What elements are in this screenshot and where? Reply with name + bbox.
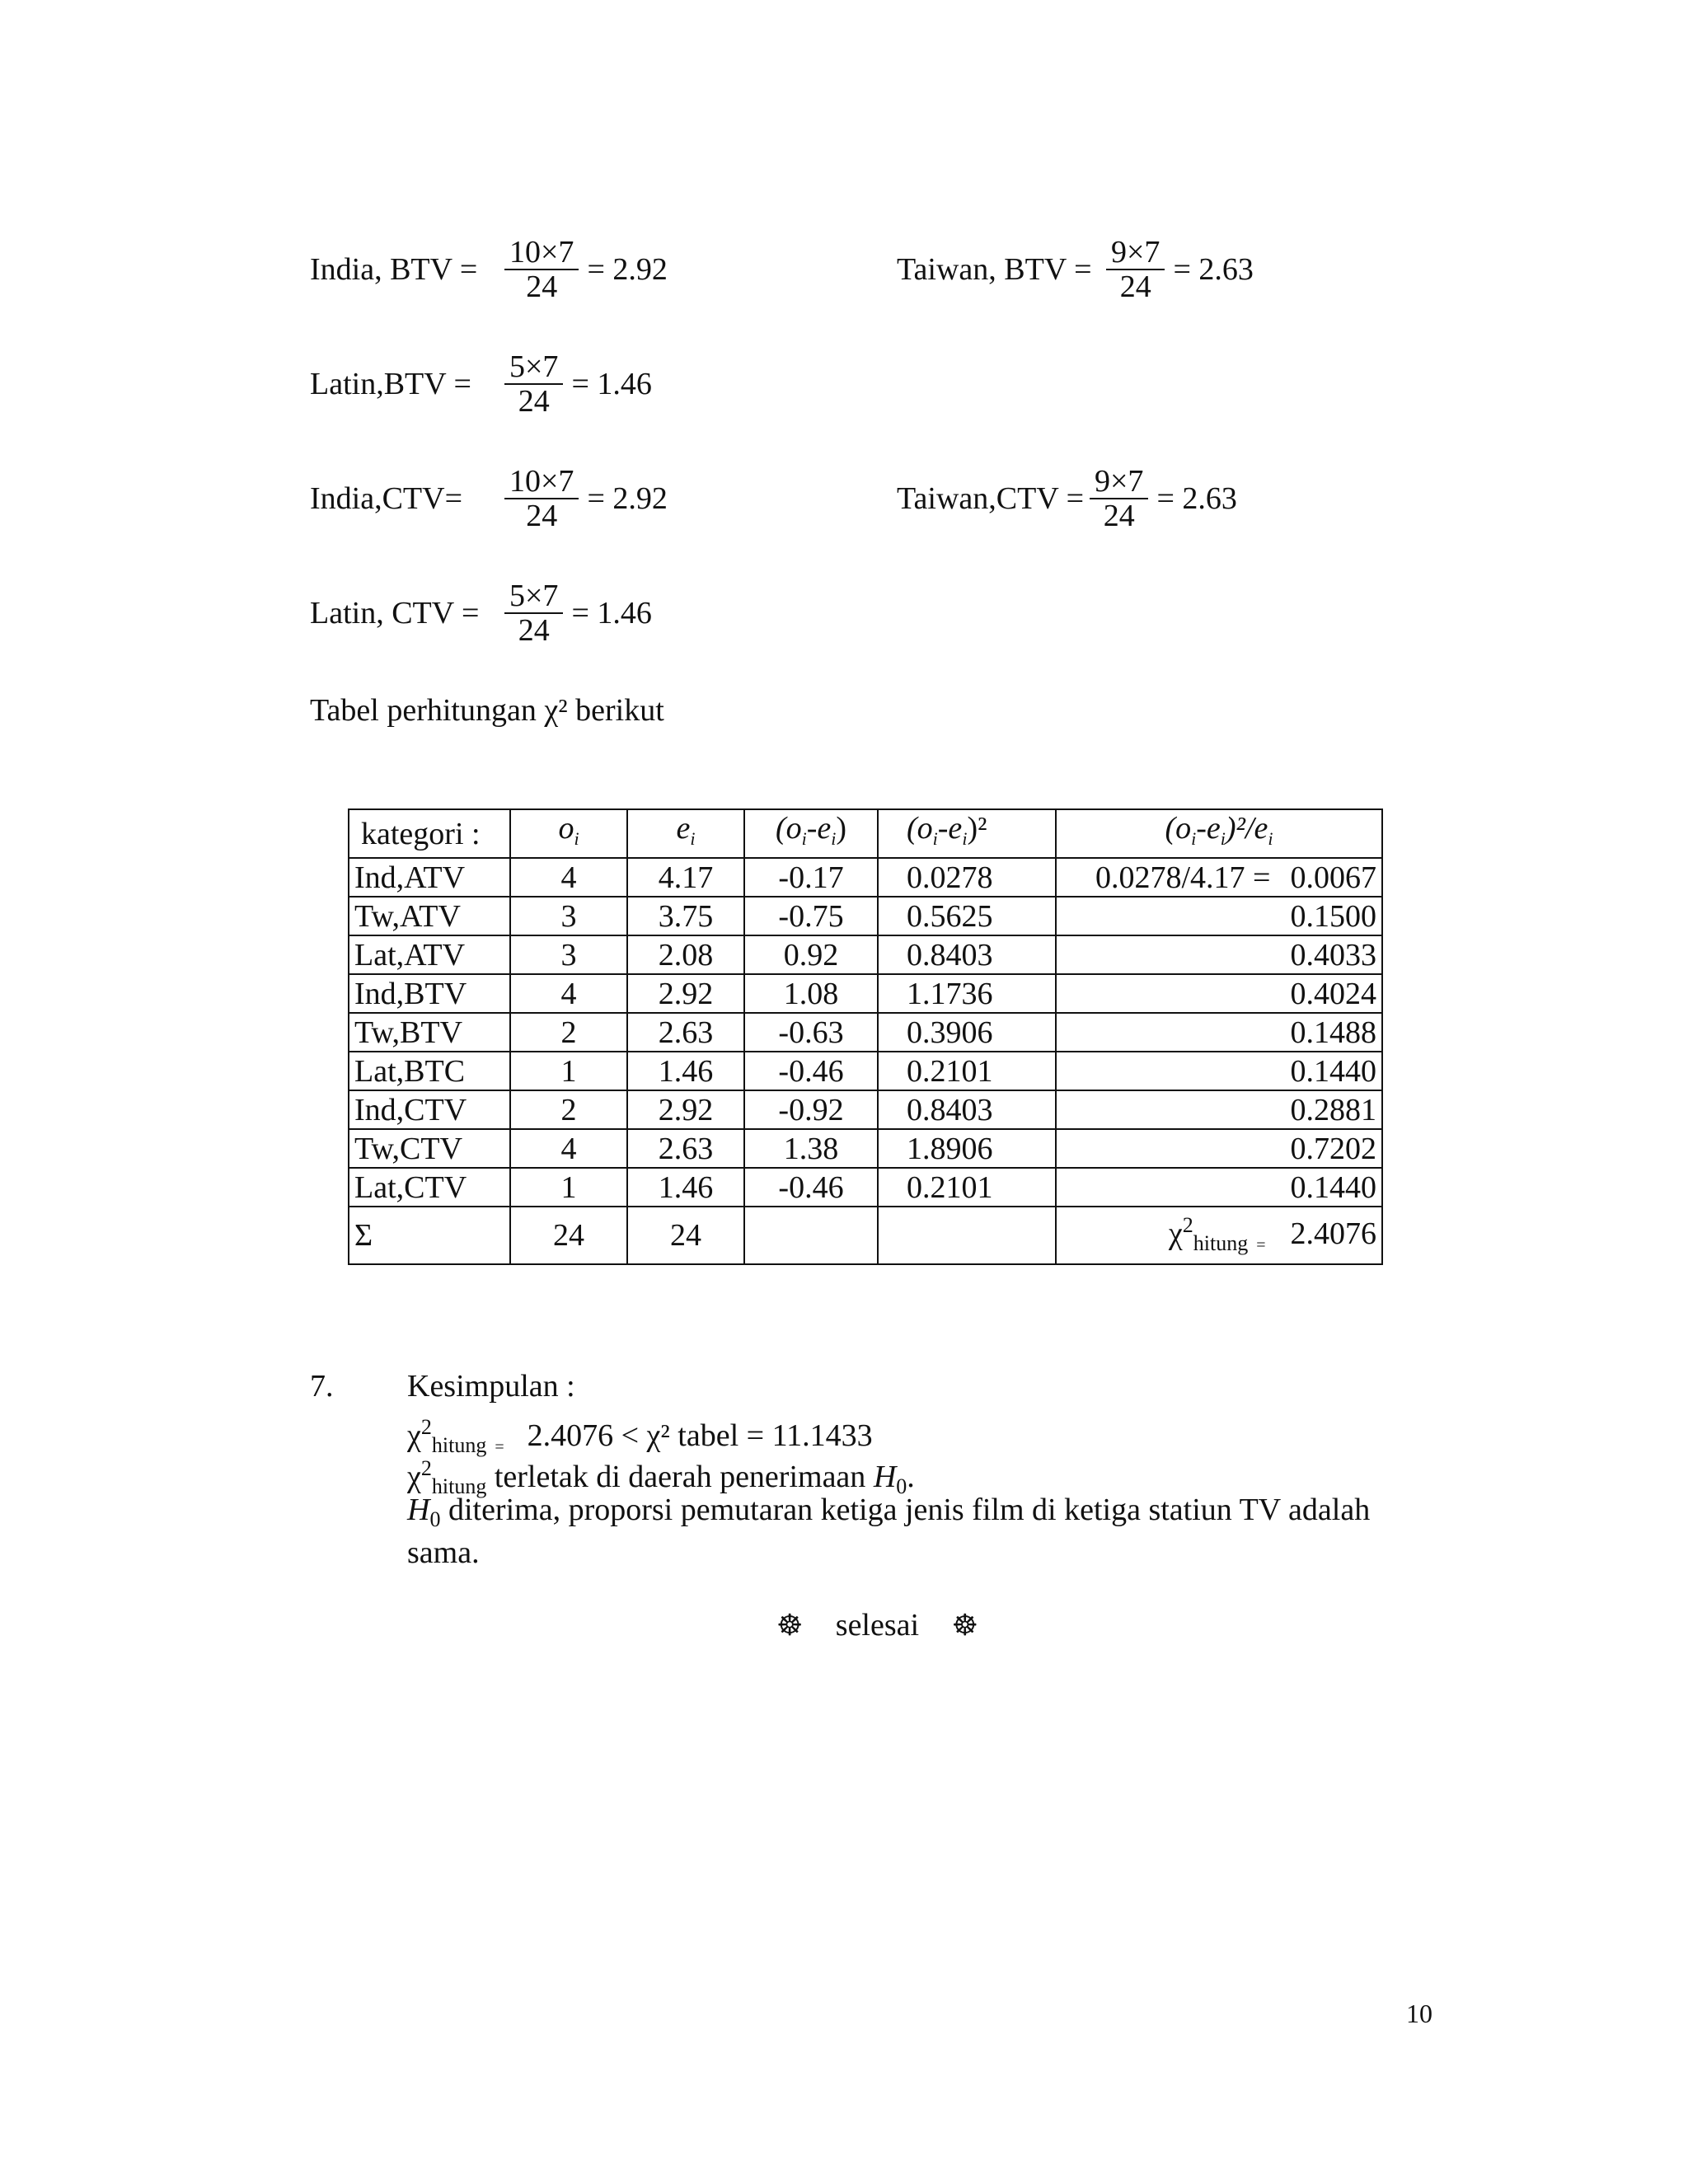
cell-diff-squared: 0.5625 [878,897,1056,935]
equation-label: Taiwan, BTV = [897,252,1092,287]
equation-latin-ctv [310,579,652,647]
ratio-value: 0.1488 [1290,1015,1376,1050]
sum-oi: 24 [510,1207,627,1264]
table-row [349,1090,1382,1129]
table-row [349,897,1382,935]
equation-result: = 2.92 [587,481,668,516]
ratio-prefix: 0.0278/4.17 = [1095,860,1271,895]
cell-kategori: Tw,ATV [349,897,510,935]
equation-label: Latin,BTV = [310,367,471,401]
fraction [504,236,579,303]
fraction-denominator: 24 [1119,269,1151,304]
fraction-numerator: 9×7 [1106,236,1165,270]
table-row [349,935,1382,974]
fraction [504,350,563,418]
cell-kategori: Ind,ATV [349,858,510,897]
header-kategori: kategori : [349,809,510,858]
cell-diff: -0.46 [744,1052,878,1090]
cell-ratio [1056,1052,1382,1090]
conclusion-line-2: $\chi^2_{hitung}$ terletak di daerah penerimaan $H_0$. [407,1456,915,1498]
cell-ei: 2.92 [627,1090,744,1129]
cell-ei: 1.46 [627,1168,744,1207]
equation-label: Latin, CTV = [310,596,480,630]
cell-diff-squared: 0.3906 [878,1013,1056,1052]
cell-ei: 4.17 [627,858,744,897]
ratio-value: 0.4024 [1290,976,1376,1011]
page-number: 10 [1406,1999,1432,2028]
cell-diff: 0.92 [744,935,878,974]
ratio-value: 0.1440 [1290,1053,1376,1089]
ratio-value: 0.2881 [1290,1092,1376,1127]
fraction-denominator: 24 [526,499,558,533]
cell-ratio [1056,1129,1382,1168]
header-diff-squared: $(o_i-e_i)^2$ [878,809,1056,858]
chi-hitung-total: $\chi^2_{hitung}$ $_=$ 2.4076 [1056,1207,1382,1264]
cell-diff-squared: 1.8906 [878,1129,1056,1168]
cell-ratio [1056,974,1382,1013]
cell-kategori: Tw,BTV [349,1013,510,1052]
cell-diff-squared: 0.2101 [878,1052,1056,1090]
cell-kategori: Tw,CTV [349,1129,510,1168]
cell-ei: 3.75 [627,897,744,935]
sum-label: Σ [349,1207,510,1264]
sum-ei: 24 [627,1207,744,1264]
cell-kategori: Lat,CTV [349,1168,510,1207]
conclusion-number: 7. [310,1369,334,1404]
ratio-value: 0.0067 [1290,860,1376,895]
cell-oi: 4 [510,1129,627,1168]
cell-ei: 2.92 [627,974,744,1013]
fraction-denominator: 24 [518,613,550,648]
fraction-denominator: 24 [518,384,550,419]
ratio-value: 0.1440 [1290,1169,1376,1205]
cell-ei: 2.63 [627,1129,744,1168]
fraction-numerator: 9×7 [1090,465,1148,499]
cell-oi: 2 [510,1090,627,1129]
equation-label: India,CTV= [310,481,463,516]
cell-kategori: Ind,BTV [349,974,510,1013]
table-row [349,1129,1382,1168]
cell-oi: 3 [510,897,627,935]
ratio-value: 0.7202 [1290,1131,1376,1166]
conclusion-line-4: sama. [407,1535,480,1570]
cell-diff: -0.92 [744,1090,878,1129]
equation-result: = 2.92 [587,252,668,287]
equation-india-btv [310,236,668,303]
table-row [349,974,1382,1013]
sum-diff-empty [744,1207,878,1264]
cell-ratio [1056,1013,1382,1052]
cell-kategori: Ind,CTV [349,1090,510,1129]
sum-sq-empty [878,1207,1056,1264]
cell-ratio [1056,858,1382,897]
table-row [349,1052,1382,1090]
cell-diff: -0.75 [744,897,878,935]
cell-oi: 1 [510,1052,627,1090]
cell-kategori: Lat,BTC [349,1052,510,1090]
cell-diff-squared: 0.8403 [878,1090,1056,1129]
cell-oi: 1 [510,1168,627,1207]
equation-result: = 2.63 [1173,252,1254,287]
ratio-value: 0.1500 [1290,898,1376,934]
cell-ei: 2.63 [627,1013,744,1052]
cell-diff-squared: 1.1736 [878,974,1056,1013]
cell-diff-squared: 0.0278 [878,858,1056,897]
fraction-numerator: 5×7 [504,579,563,614]
fraction-denominator: 24 [526,269,558,304]
fraction-numerator: 10×7 [504,465,579,499]
fraction-numerator: 5×7 [504,350,563,385]
conclusion-heading: Kesimpulan : [407,1369,575,1404]
cell-ratio [1056,1168,1382,1207]
equation-result: = 2.63 [1156,481,1237,516]
selesai-footer [776,1607,978,1643]
cell-diff: 1.08 [744,974,878,1013]
cell-ei: 1.46 [627,1052,744,1090]
cell-diff-squared: 0.8403 [878,935,1056,974]
cell-kategori: Lat,ATV [349,935,510,974]
conclusion-line-3: $H_0$ diterima, proporsi pemutaran ketiga jenis film di ketiga statiun TV adalah [407,1493,1371,1531]
dharma-wheel-icon: ☸ [951,1609,978,1642]
cell-diff-squared: 0.2101 [878,1168,1056,1207]
fraction-numerator: 10×7 [504,236,579,270]
equation-label: India, BTV = [310,252,478,287]
equation-taiwan-btv [897,236,1254,303]
fraction [1106,236,1165,303]
header-oi: $o_i$ [510,809,627,858]
fraction [504,579,563,647]
fraction [1090,465,1148,532]
equation-result: = 1.46 [571,596,652,630]
conclusion-line-1: $\chi^2_{hitung}$ $_=$ 2.4076 < χ² tabel = 11.1433 [407,1415,873,1457]
equation-result: = 1.46 [571,367,652,401]
cell-diff: 1.38 [744,1129,878,1168]
cell-diff: -0.17 [744,858,878,897]
chi-square-table [348,808,1383,1265]
table-header-row [349,809,1382,858]
table-row [349,858,1382,897]
cell-ratio [1056,897,1382,935]
equation-latin-btv [310,350,652,418]
table-intro: Tabel perhitungan χ² berikut [310,693,664,728]
cell-oi: 2 [510,1013,627,1052]
cell-diff: -0.46 [744,1168,878,1207]
fraction [504,465,579,532]
cell-oi: 4 [510,858,627,897]
header-ei: $e_i$ [627,809,744,858]
dharma-wheel-icon: ☸ [776,1609,804,1642]
fraction-denominator: 24 [1103,499,1135,533]
cell-ratio [1056,935,1382,974]
equation-label: Taiwan,CTV = [897,481,1085,516]
cell-diff: -0.63 [744,1013,878,1052]
cell-ei: 2.08 [627,935,744,974]
equation-taiwan-ctv [897,465,1237,532]
equation-india-ctv [310,465,668,532]
table-row [349,1013,1382,1052]
selesai-text: selesai [835,1608,920,1643]
table-row [349,1168,1382,1207]
header-ratio: $(o_i-e_i)^2/e_i$ [1056,809,1382,858]
table-sum-row [349,1207,1382,1264]
cell-oi: 4 [510,974,627,1013]
ratio-value: 0.4033 [1290,937,1376,972]
cell-oi: 3 [510,935,627,974]
header-diff: $(o_i-e_i)$ [744,809,878,858]
cell-ratio [1056,1090,1382,1129]
